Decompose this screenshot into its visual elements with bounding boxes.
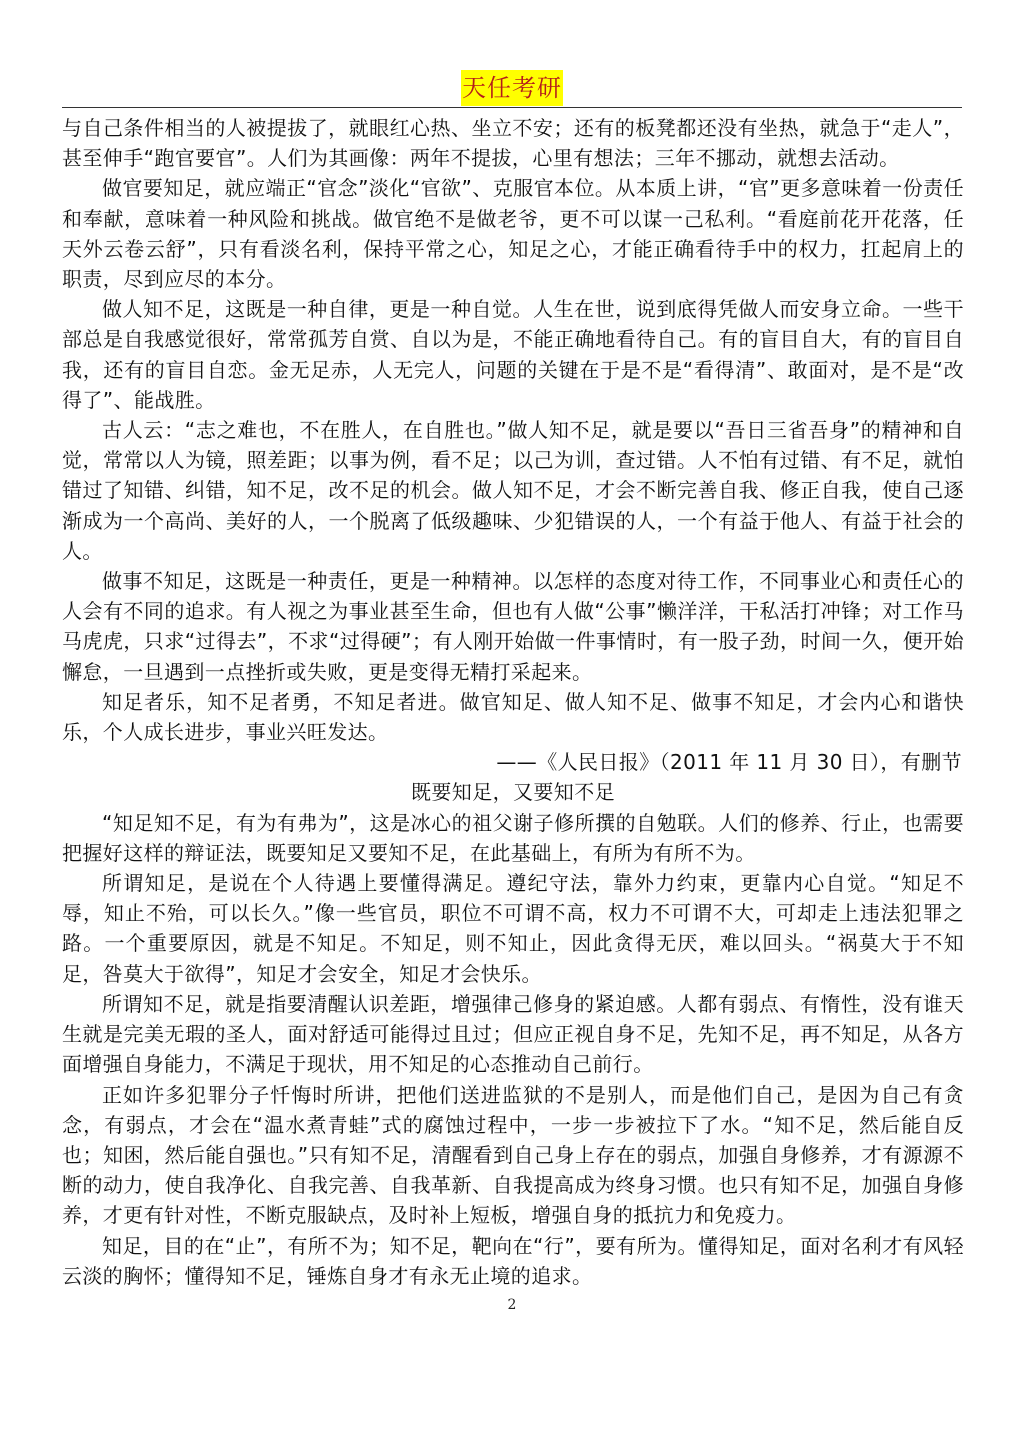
article-source: ——《人民日报》（2011 年 11 月 30 日），有删节 — [496, 750, 962, 775]
paragraph-9: 所谓知不足，就是指要清醒认识差距，增强律己修身的紧迫感。人都有弱点、有惰性，没有谁天生就是完美无瑕的圣人，面对舒适可能得过且过；但应正视自身不足，先知不足，再不知足，从各方面增强自身能力，不满足于现状，用不知足的心态推动自己前行。 — [62, 991, 964, 1077]
paragraph-2: 做官要知足，就应端正“官念”淡化“官欲”、克服官本位。从本质上讲，“官”更多意味着一份责任和奉献，意味着一种风险和挑战。做官绝不是做老爷，更不可以谋一己私利。“看庭前花开花落，任天外云卷云舒”，只有看淡名利，保持平常之心，知足之心，才能正确看待手中的权力，扛起肩上的职责，尽到应尽的本分。 — [62, 176, 964, 292]
section-title: 既要知足，又要知不足 — [411, 780, 615, 805]
paragraph-4: 古人云：“志之难也，不在胜人，在自胜也。”做人知不足，就是要以“吾日三省吾身”的精神和自觉，常常以人为镜，照差距；以事为例，看不足；以己为训，查过错。人不怕有过错、有不足，就怕错过了知错、纠错，知不足，改不足的机会。做人知不足，才会不断完善自我、修正自我，使自己逐渐成为一个高尚、美好的人，一个脱离了低级趣味、少犯错误的人，一个有益于他人、有益于社会的人。 — [62, 418, 964, 563]
paragraph-11: 知足，目的在“止”，有所不为；知不足，靶向在“行”，要有所为。懂得知足，面对名利才有风轻云淡的胸怀；懂得知不足，锤炼自身才有永无止境的追求。 — [62, 1233, 964, 1288]
header-divider — [62, 107, 962, 108]
header-brand-badge: 天任考研 — [461, 70, 563, 106]
paragraph-5: 做事不知足，这既是一种责任，更是一种精神。以怎样的态度对待工作，不同事业心和责任心的人会有不同的追求。有人视之为事业甚至生命，但也有人做“公事”懒洋洋，干私活打冲锋；对工作马马虎虎，只求“过得去”，不求“过得硬”；有人刚开始做一件事情时，有一股子劲，时间一久，便开始懈怠，一旦遇到一点挫折或失败，更是变得无精打采起来。 — [62, 569, 964, 684]
paragraph-6: 知足者乐，知不足者勇，不知足者进。做官知足、做人知不足、做事不知足，才会内心和谐快乐，个人成长进步，事业兴旺发达。 — [62, 689, 964, 745]
paragraph-8: 所谓知足，是说在个人待遇上要懂得满足。遵纪守法，靠外力约束，更靠内心自觉。“知足不辱，知止不殆，可以长久。”像一些官员，职位不可谓不高，权力不可谓不大，可却走上违法犯罪之路。一个重要原因，就是不知足。不知足，则不知止，因此贪得无厌，难以回头。“祸莫大于不知足，咎莫大于欲得”，知足才会安全，知足才会快乐。 — [62, 871, 964, 986]
article-body — [62, 113, 964, 1291]
paragraph-7: “知足知不足，有为有弗为”，这是冰心的祖父谢子修所撰的自勉联。人们的修养、行止，也需要把握好这样的辩证法，既要知足又要知不足，在此基础上，有所为有所不为。 — [62, 810, 964, 865]
paragraph-10: 正如许多犯罪分子忏悔时所讲，把他们送进监狱的不是别人，而是他们自己，是因为自己有贪念，有弱点，才会在“温水煮青蛙”式的腐蚀过程中，一步一步被拉下了水。“知不足，然后能自反也；知困，然后能自强也。”只有知不足，清醒看到自己身上存在的弱点，加强自身修养，才有源源不断的动力，使自我净化、自我完善、自我革新、自我提高成为终身习惯。也只有知不足，加强自身修养，才更有针对性，不断克服缺点，及时补上短板，增强自身的抵抗力和免疫力。 — [62, 1082, 964, 1228]
page-header — [0, 70, 1024, 108]
paragraph-3: 做人知不足，这既是一种自律，更是一种自觉。人生在世，说到底得凭做人而安身立命。一些干部总是自我感觉很好，常常孤芳自赏、自以为是，不能正确地看待自己。有的盲目自大，有的盲目自我，还有的盲目自恋。金无足赤，人无完人，问题的关键在于是不是“看得清”、敢面对，是不是“改得了”、能战胜。 — [62, 297, 964, 412]
page-number: 2 — [507, 1297, 517, 1313]
paragraph-1: 与自己条件相当的人被提拔了，就眼红心热、坐立不安；还有的板凳都还没有坐热，就急于“走人”，甚至伸手“跑官要官”。人们为其画像：两年不提拔，心里有想法；三年不挪动，就想去活动。 — [62, 116, 964, 171]
